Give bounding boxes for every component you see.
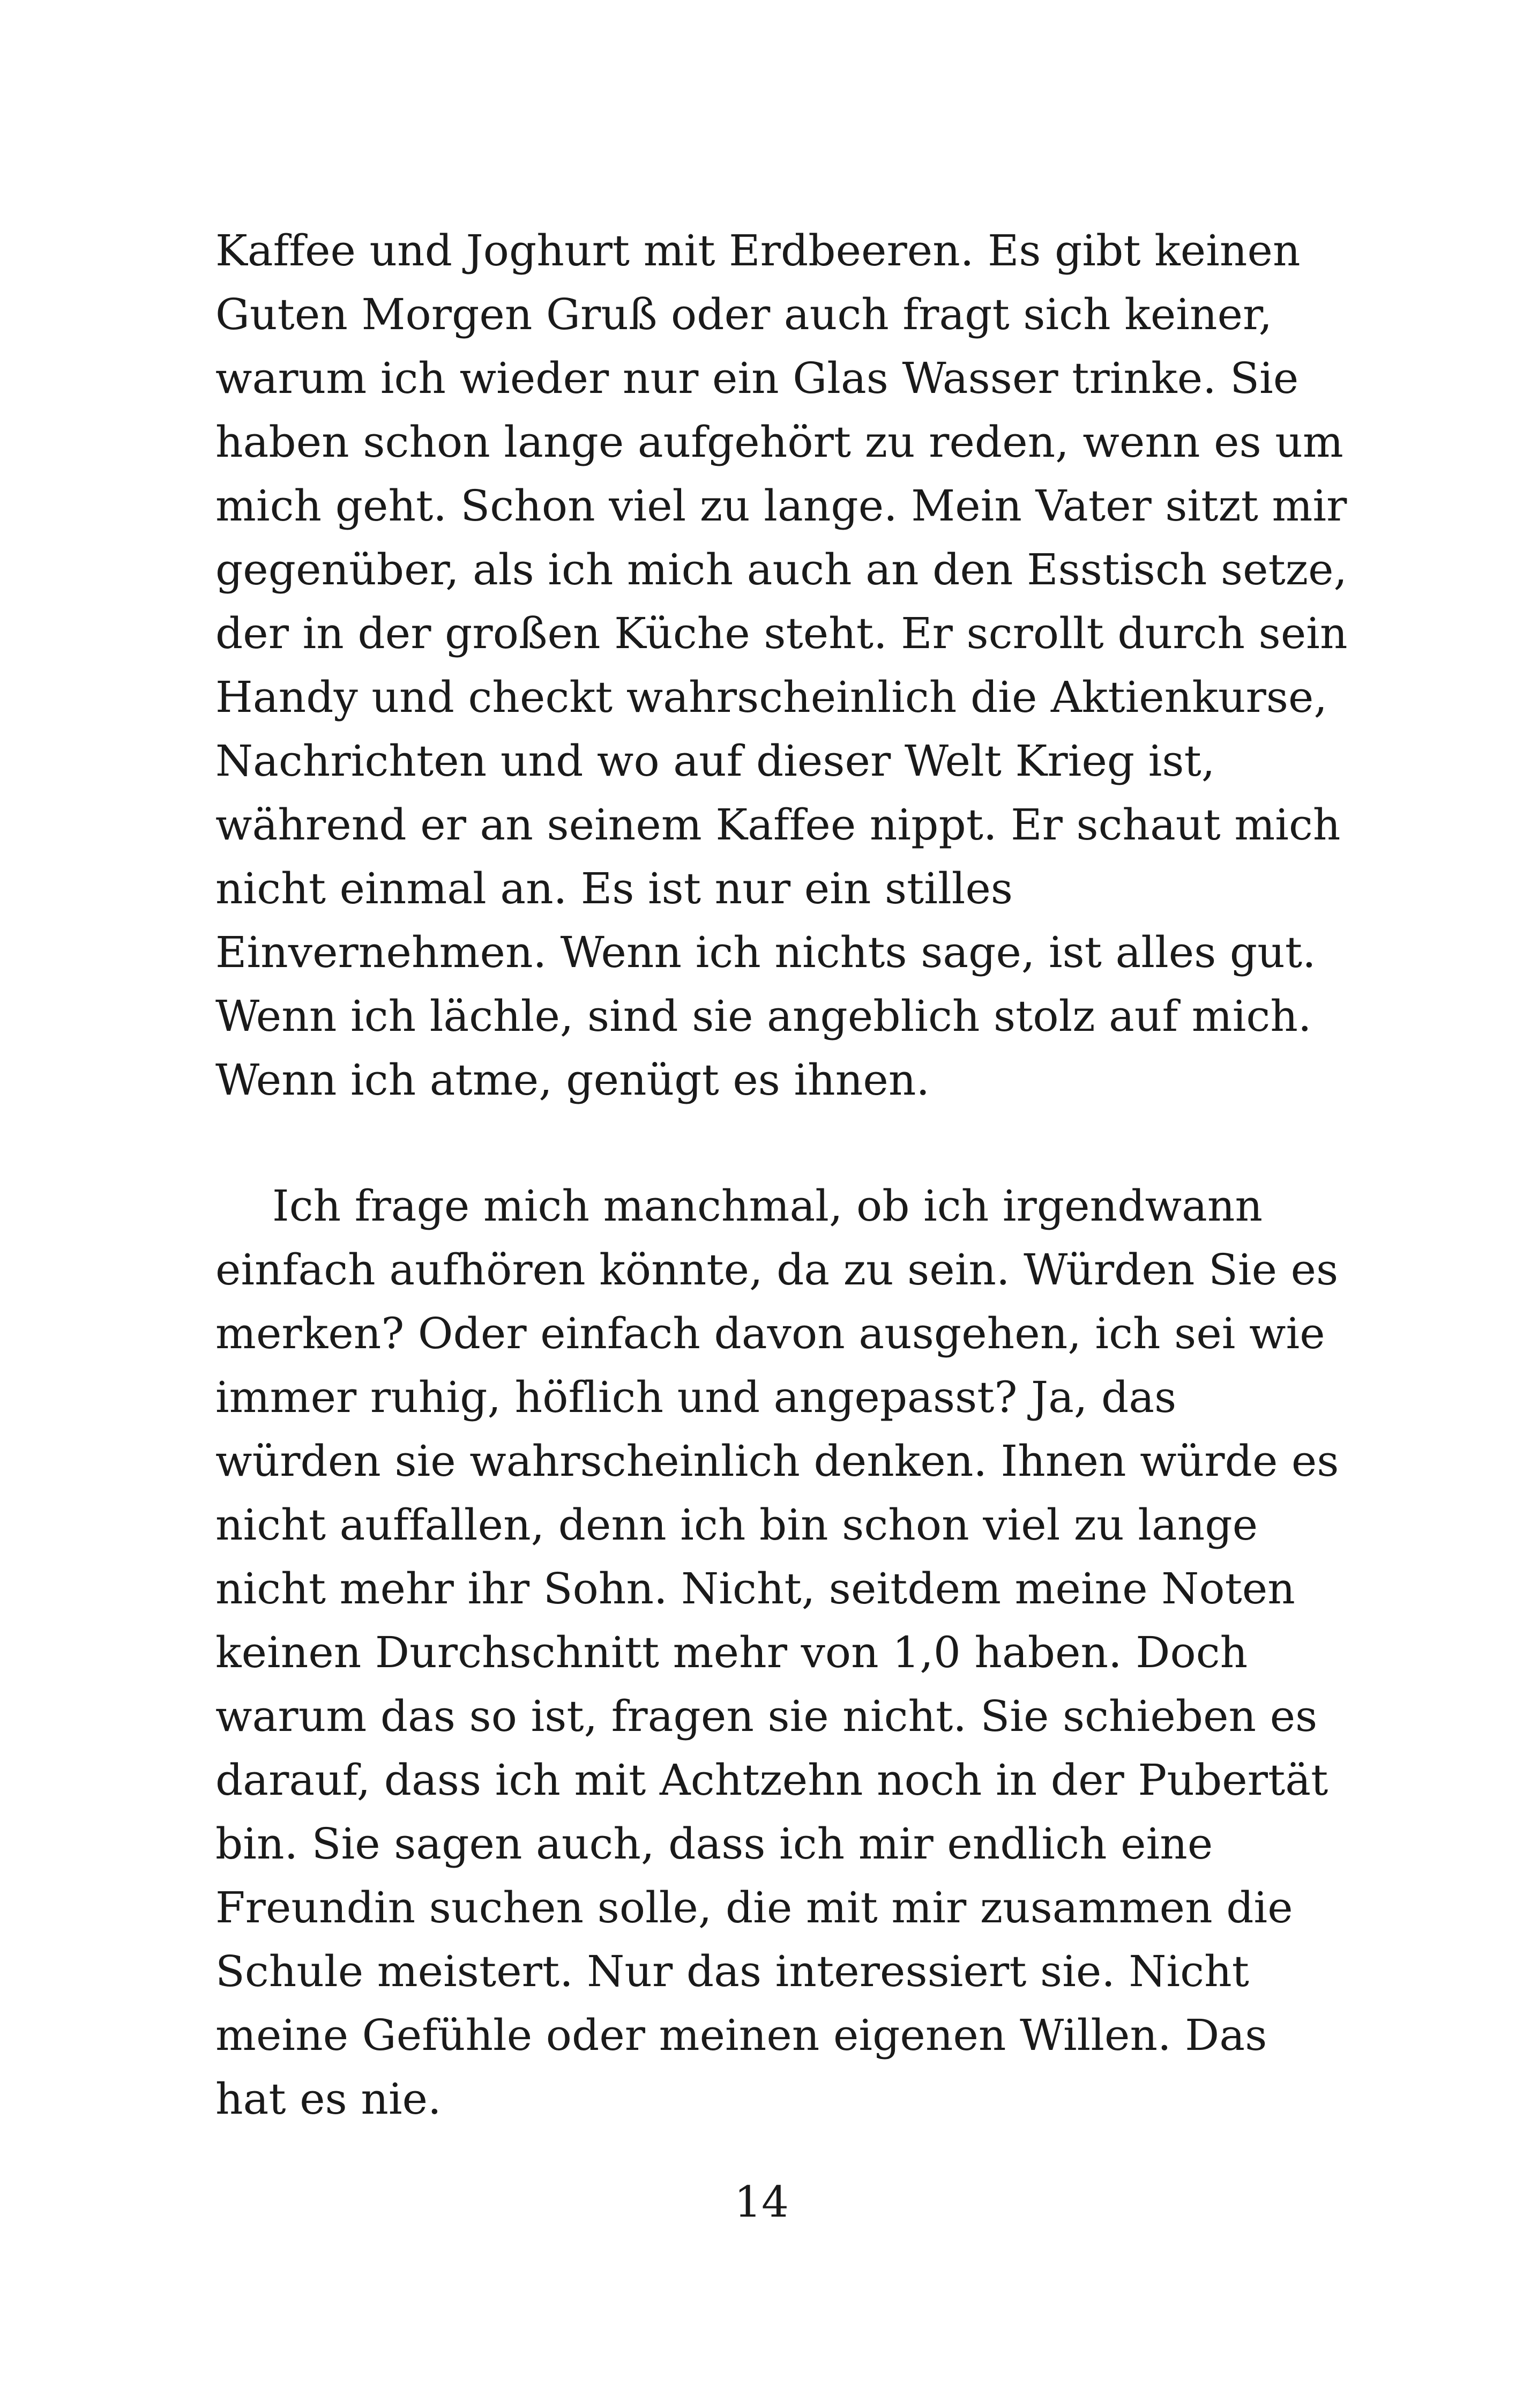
paragraph-2 [215,1174,1339,2131]
paragraph-1 [215,219,1348,1112]
text-line: warum ich wieder nur ein Glas Wasser trinke. Sie [215,353,1299,403]
text-line: Nachrichten und wo auf dieser Welt Krieg ist, [215,736,1215,786]
text-line: Wenn ich atme, genügt es ihnen. [215,1055,930,1105]
text-line: bin. Sie sagen auch, dass ich mir endlich eine [215,1819,1213,1869]
text-line: Guten Morgen Gruß oder auch fragt sich keiner, [215,289,1273,339]
text-line: meine Gefühle oder meinen eigenen Willen. Das [215,2010,1267,2060]
text-line: der in der großen Küche steht. Er scrollt durch sein [215,608,1348,658]
text-line: einfach aufhören könnte, da zu sein. Würden Sie es [215,1245,1339,1295]
text-line: Handy und checkt wahrscheinlich die Aktienkurse, [215,672,1328,722]
text-line: während er an seinem Kaffee nippt. Er schaut mich [215,800,1341,850]
text-line: Einvernehmen. Wenn ich nichts sage, ist alles gut. [215,927,1316,977]
text-line: nicht einmal an. Es ist nur ein stilles [215,864,1013,913]
text-line: gegenüber, als ich mich auch an den Esstisch setze, [215,545,1348,594]
text-line: Freundin suchen solle, die mit mir zusammen die [215,1883,1293,1933]
text-line: haben schon lange aufgehört zu reden, wenn es um [215,417,1343,467]
text-line: nicht mehr ihr Sohn. Nicht, seitdem meine Noten [215,1564,1295,1614]
text-line: immer ruhig, höflich und angepasst? Ja, das [215,1372,1177,1422]
text-line: darauf, dass ich mit Achtzehn noch in der Pubertät [215,1755,1328,1805]
text-line: merken? Oder einfach davon ausgehen, ich sei wie [215,1309,1325,1358]
page-number: 14 [734,2177,789,2227]
text-line: Kaffee und Joghurt mit Erdbeeren. Es gibt keinen [215,226,1301,276]
text-line: Wenn ich lächle, sind sie angeblich stolz auf mich. [215,991,1312,1041]
text-line: Ich frage mich manchmal, ob ich irgendwann [272,1181,1263,1231]
text-line: hat es nie. [215,2074,442,2124]
text-line: würden sie wahrscheinlich denken. Ihnen würde es [215,1436,1339,1486]
text-line: warum das so ist, fragen sie nicht. Sie schieben es [215,1691,1318,1741]
text-line: keinen Durchschnitt mehr von 1,0 haben. Doch [215,1627,1248,1677]
paragraph-gap [215,1112,1330,1174]
text-line: nicht auffallen, denn ich bin schon viel zu lange [215,1500,1258,1550]
body-text [215,219,1348,2131]
text-line: mich geht. Schon viel zu lange. Mein Vater sitzt mir [215,481,1347,531]
text-line: Schule meistert. Nur das interessiert sie. Nicht [215,1946,1249,1996]
